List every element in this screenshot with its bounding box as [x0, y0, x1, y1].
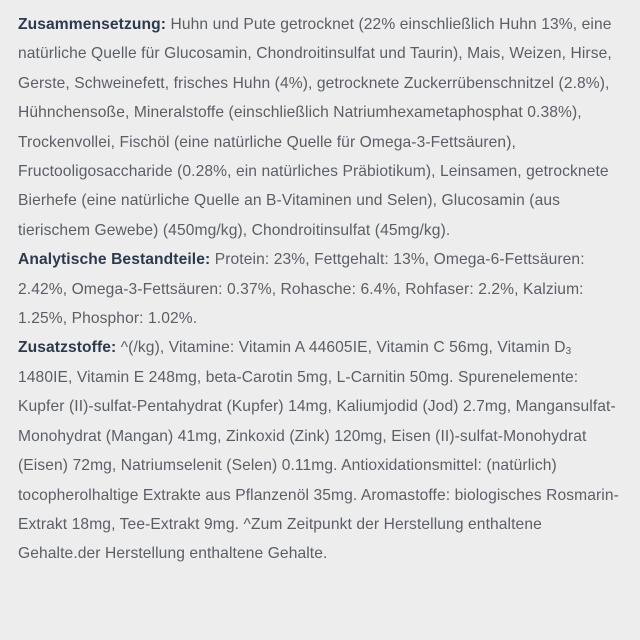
composition-label: Zusammensetzung:	[18, 16, 167, 33]
additives-paragraph	[18, 333, 626, 568]
additives-label: Zusatzstoffe:	[18, 339, 117, 357]
analytical-text: Protein: 23%, Fettgehalt: 13%, Omega-6-Fettsäuren: 2.42%, Omega-3-Fettsäuren: 0.37%, Rohasche: 6.4%, Rohfaser: 2.2%, Kalzium: 1.25%, Phosphor: 1.02%.	[18, 251, 585, 328]
additives-text-start: ^(/kg), Vitamine: Vitamin A 44605IE, Vitamin C 56mg, Vitamin D	[120, 339, 566, 357]
composition-paragraph	[18, 10, 626, 245]
additives-text-end: 1480IE, Vitamin E 248mg, beta-Carotin 5mg, L-Carnitin 50mg. Spurenelemente: Kupfer (II)-sulfat-Pentahydrat (Kupfer) 14mg, Kaliumjodid (Jod) 2.7mg, Mangansulfat-Monohydrat (Mangan) 41mg, Zinkoxid (Zink) 120mg, Eisen (II)-sulfat-Monohydrat (Eisen) 72mg, Natriumselenit (Selen) 0.11mg. Antioxidationsmittel: (natürlich) tocopherolhaltige Extrakte aus Pflanzenöl 35mg. Aromastoffe: biologisches Rosmarin-Extrakt 18mg, Tee-Extrakt 9mg. ^Zum Zeitpunkt der Herstellung enthaltene Gehalte.der Herstellung enthaltene Gehalte.	[18, 368, 619, 563]
analytical-paragraph	[18, 245, 626, 333]
analytical-label: Analytische Bestandteile:	[18, 251, 211, 269]
composition-text: Huhn und Pute getrocknet (22% einschließlich Huhn 13%, eine natürliche Quelle für Glucosamin, Chondroitinsulfat und Taurin), Mais, Weizen, Hirse, Gerste, Schweinefett, frisches Huhn (4%), getrocknete Zuckerrübenschnitzel (2.8%), Hühnchensoße, Mineralstoffe (einschließlich Natriumhexametaphosphat 0.38%), Trockenvollei, Fischöl (eine natürliche Quelle für Omega-3-Fettsäuren), Fructooligosaccharide (0.28%, ein natürliches Präbiotikum), Leinsamen, getrocknete Bierhefe (eine natürliche Quelle an B-Vitaminen und Selen), Glucosamin (aus tierischem Gewebe) (450mg/kg), Chondroitinsulfat (45mg/kg).	[18, 16, 612, 239]
vitamin-d-subscript: 3	[565, 346, 572, 358]
